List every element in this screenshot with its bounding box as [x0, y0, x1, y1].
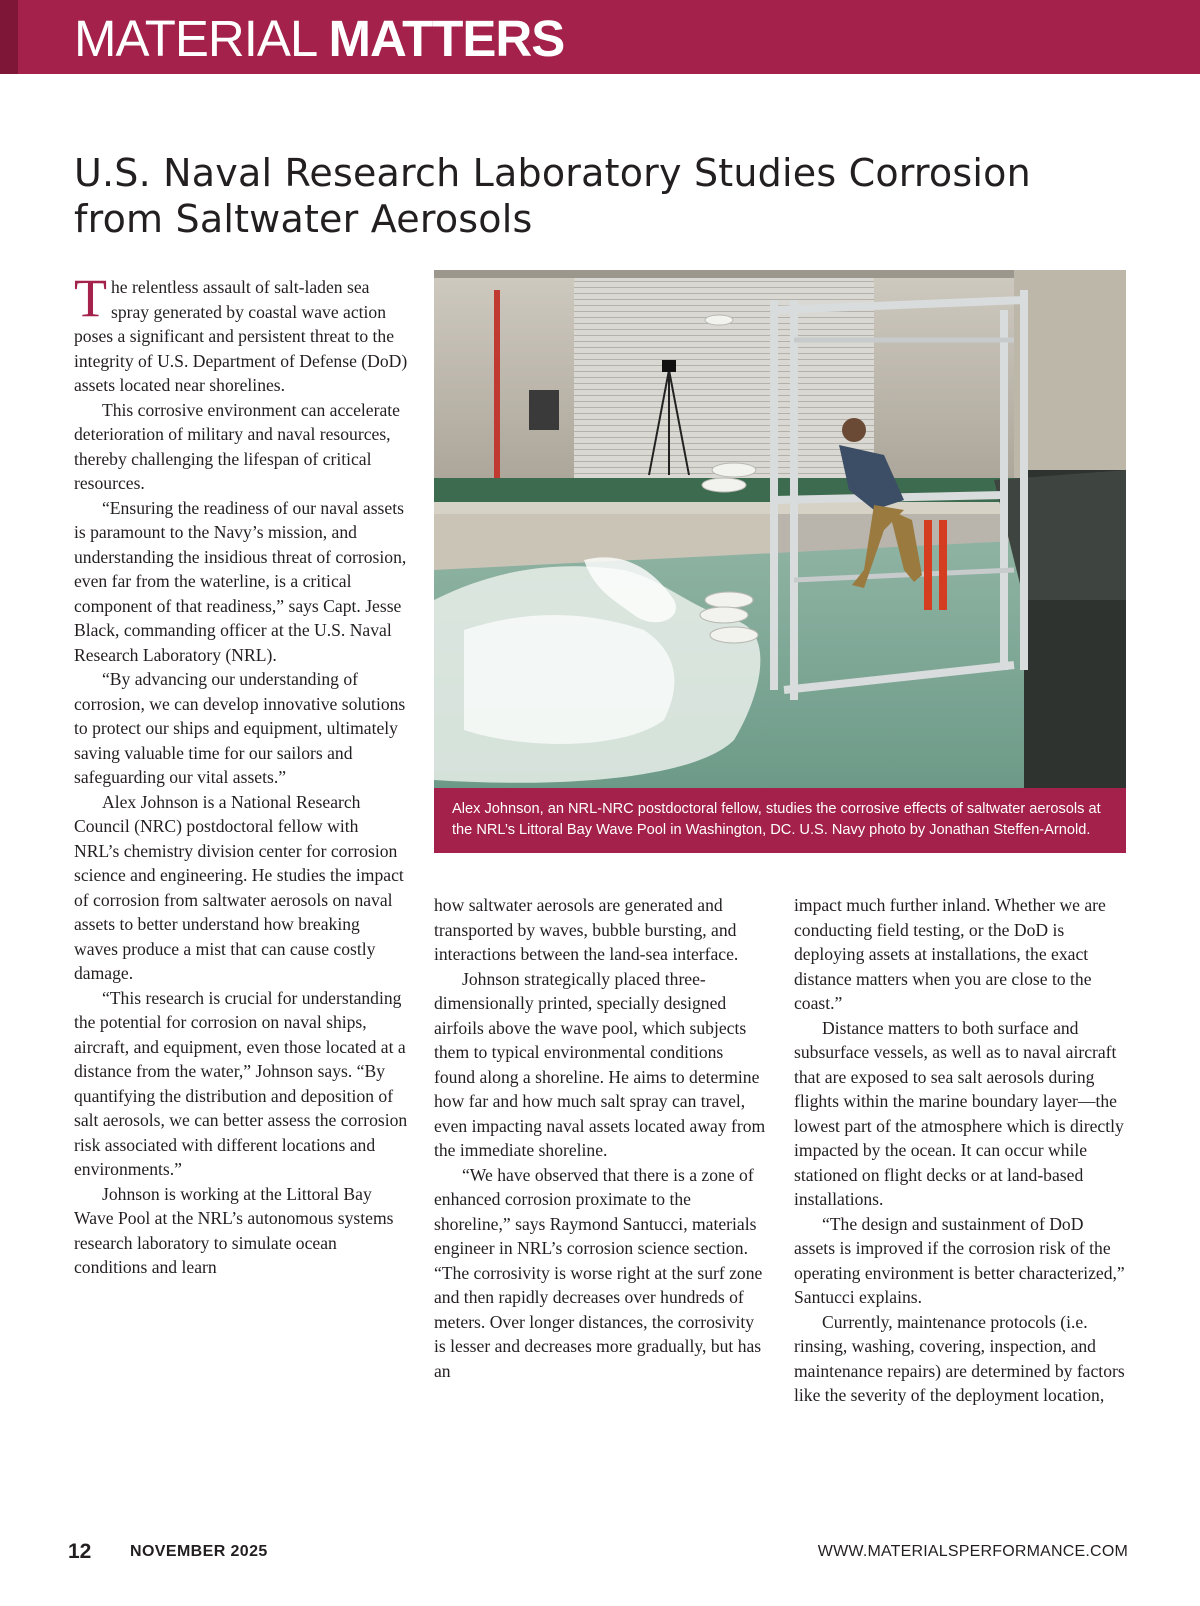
- article-paragraph: Johnson strategically placed three-dimensionally printed, specially designed airfoils above the wave pool, which subjects them to typical environmental conditions found along a shoreline. He aims to determine how far and how much salt spray can travel, even impacting naval assets located away from the immediate shoreline.: [434, 968, 766, 1160]
- article-paragraph: “Ensuring the readiness of our naval assets is paramount to the Navy’s mission, and understanding the insidious threat of corrosion, even far from the waterline, is a critical component of that readiness,” says Capt. Jesse Black, commanding officer at the U.S. Naval Research Laboratory (NRL).: [74, 497, 407, 665]
- page-number: 12: [68, 1540, 92, 1563]
- article-column-1: [74, 268, 408, 1280]
- paragraph-text: he relentless assault of salt-laden sea spray generated by coastal wave action poses a significant and persistent threat to the integrity of U.S. Department of Defense (DoD) assets located near shorelines.: [74, 277, 408, 395]
- article-column-2: [434, 893, 768, 1383]
- article-paragraph: “We have observed that there is a zone of enhanced corrosion proximate to the shoreline,” says Raymond Santucci, materials engineer in NRL’s corrosion science section. “The corrosivity is worse right at the surf zone and then rapidly decreases over hundreds of meters. Over longer distances, the corrosivity is lesser and decreases more gradually, but has an: [434, 1164, 763, 1381]
- section-title-light: MATERIAL: [74, 10, 329, 67]
- article-paragraph: Alex Johnson is a National Research Council (NRC) postdoctoral fellow with NRL’s chemistry division center for corrosion science and engineering. He studies the impact of corrosion from saltwater aerosols on naval assets to better understand how breaking waves produce a mist that can cause costly damage.: [74, 791, 404, 983]
- website-link[interactable]: WWW.MATERIALSPERFORMANCE.COM: [817, 1543, 1128, 1560]
- wave-pool-photo: [434, 270, 1126, 788]
- article-headline: U.S. Naval Research Laboratory Studies Corrosion from Saltwater Aerosols: [74, 151, 1031, 241]
- article-paragraph: Johnson is working at the Littoral Bay Wave Pool at the NRL’s autonomous systems research laboratory to simulate ocean conditions and learn: [74, 1183, 394, 1277]
- article-figure: [434, 270, 1126, 853]
- section-title-bold: MATTERS: [328, 10, 565, 67]
- article-paragraph: Currently, maintenance protocols (i.e. rinsing, washing, covering, inspection, and maintenance repairs) are determined by factors like the severity of the deployment location,: [794, 1311, 1125, 1405]
- drop-cap: T: [74, 268, 107, 328]
- article-paragraph: This corrosive environment can accelerate deterioration of military and naval resources, thereby challenging the lifespan of critical resources.: [74, 399, 400, 493]
- wave-pool-photo-illustration: [434, 270, 1126, 788]
- section-title: [74, 12, 564, 66]
- section-header-accent: [0, 0, 18, 74]
- article-column-3: [794, 893, 1128, 1408]
- article-paragraph: “This research is crucial for understanding the potential for corrosion on naval ships, aircraft, and equipment, even those located at a distance from the water,” Johnson says. “By quantifying the distribution and deposition of salt aerosols, we can better assess the corrosion risk associated with different locations and environments.”: [74, 987, 408, 1179]
- article-paragraph: “The design and sustainment of DoD assets is improved if the corrosion risk of the operating environment is better characterized,” Santucci explains.: [794, 1213, 1125, 1307]
- photo-caption: Alex Johnson, an NRL-NRC postdoctoral fellow, studies the corrosive effects of saltwater aerosols at the NRL’s Littoral Bay Wave Pool in Washington, DC. U.S. Navy photo by Jonathan Steffen-Arnold.: [434, 788, 1126, 853]
- article-paragraph: impact much further inland. Whether we are conducting field testing, or the DoD is deploying assets at installations, the exact distance matters when you are close to the coast.”: [794, 895, 1106, 1013]
- issue-date: NOVEMBER 2025: [130, 1543, 268, 1560]
- article-paragraph: “By advancing our understanding of corrosion, we can develop innovative solutions to protect our ships and equipment, ultimately saving valuable time for our sailors and safeguarding our vital assets.”: [74, 669, 406, 787]
- article-paragraph: how saltwater aerosols are generated and transported by waves, bubble bursting, and interactions between the land-sea interface.: [434, 895, 739, 964]
- article-paragraph: [74, 268, 408, 398]
- article-paragraph: Distance matters to both surface and subsurface vessels, as well as to naval aircraft that are exposed to sea salt aerosols during flights within the marine boundary layer—the lowest part of the atmosphere which is directly impacted by the ocean. It can occur while stationed on flight decks or at land-based installations.: [794, 1017, 1124, 1209]
